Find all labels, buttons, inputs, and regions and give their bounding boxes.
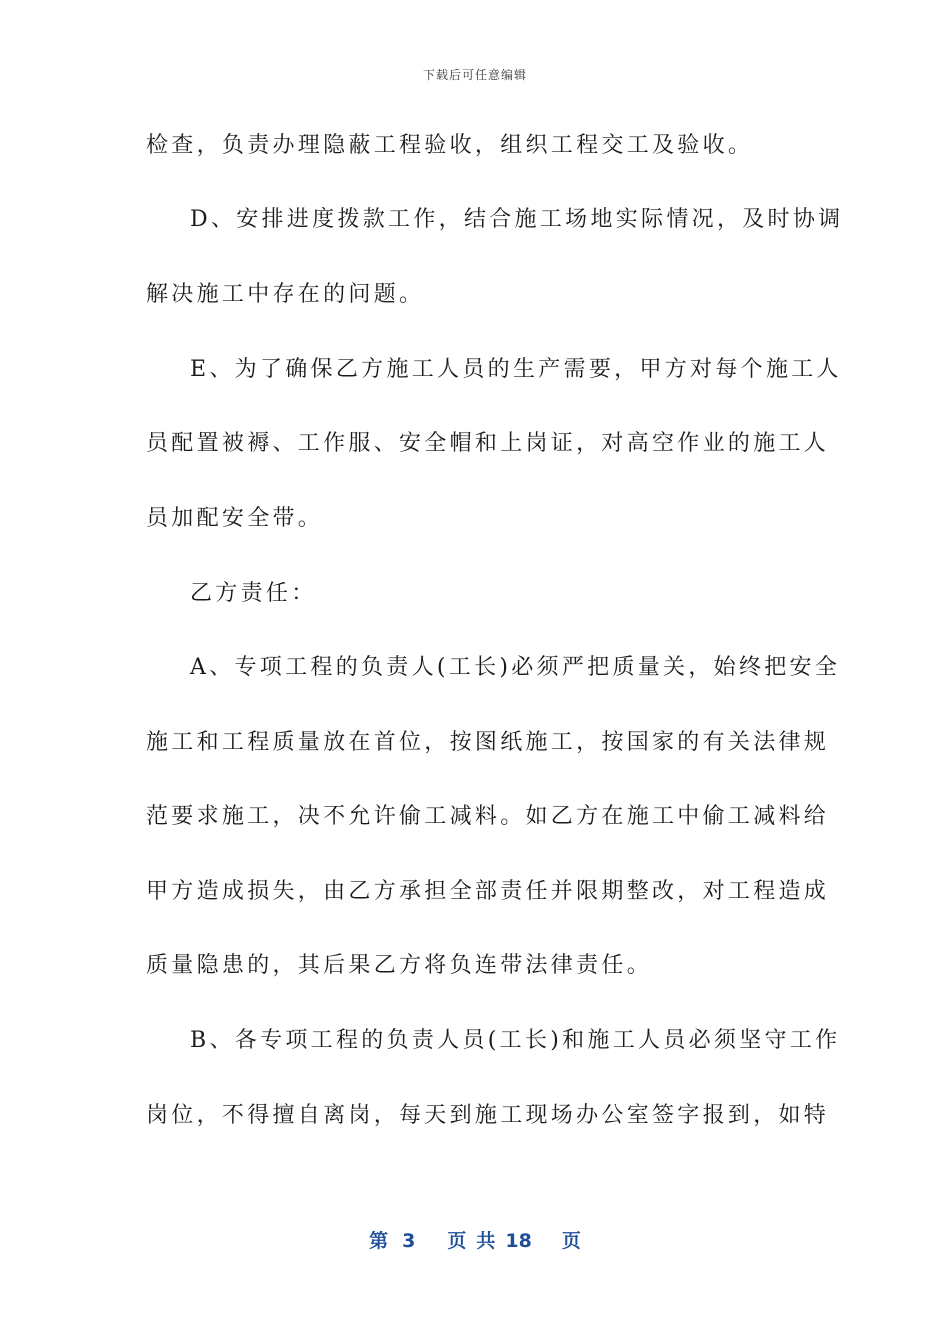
text-line-8: A、专项工程的负责人(工长)必须严把质量关，始终把安全 bbox=[190, 655, 841, 680]
text-line-13: B、各专项工程的负责人员(工长)和施工人员必须坚守工作 bbox=[190, 1028, 841, 1053]
text-line-3: 解决施工中存在的问题。 bbox=[146, 282, 425, 307]
header-note: 下载后可任意编辑 bbox=[422, 68, 527, 82]
text-line-5: 员配置被褥、工作服、安全帽和上岗证，对高空作业的施工人 bbox=[146, 431, 830, 456]
text-line-12: 质量隐患的，其后果乙方将负连带法律责任。 bbox=[146, 953, 653, 978]
footer-prefix: 第 bbox=[369, 1230, 389, 1252]
footer-total-number: 18 bbox=[505, 1230, 532, 1252]
text-line-10: 范要求施工，决不允许偷工减料。如乙方在施工中偷工减料给 bbox=[146, 804, 830, 829]
text-line-1: 检查，负责办理隐蔽工程验收，组织工程交工及验收。 bbox=[146, 133, 754, 158]
text-line-11: 甲方造成损失，由乙方承担全部责任并限期整改，对工程造成 bbox=[146, 879, 830, 904]
text-line-9: 施工和工程质量放在首位，按图纸施工，按国家的有关法律规 bbox=[146, 730, 830, 755]
footer-page-label: 页 bbox=[447, 1230, 467, 1252]
text-line-14: 岗位，不得擅自离岗，每天到施工现场办公室签字报到，如特 bbox=[146, 1103, 830, 1128]
section-heading: 乙方责任： bbox=[190, 581, 317, 606]
page-footer bbox=[0, 1226, 950, 1253]
footer-suffix: 页 bbox=[561, 1230, 581, 1252]
text-line-2: D、安排进度拨款工作，结合施工场地实际情况，及时协调 bbox=[190, 207, 844, 232]
footer-total-label: 共 bbox=[476, 1230, 496, 1252]
footer-page-number: 3 bbox=[402, 1230, 416, 1252]
text-line-4: E、为了确保乙方施工人员的生产需要，甲方对每个施工人 bbox=[190, 357, 842, 382]
text-line-6: 员加配安全带。 bbox=[146, 506, 324, 531]
